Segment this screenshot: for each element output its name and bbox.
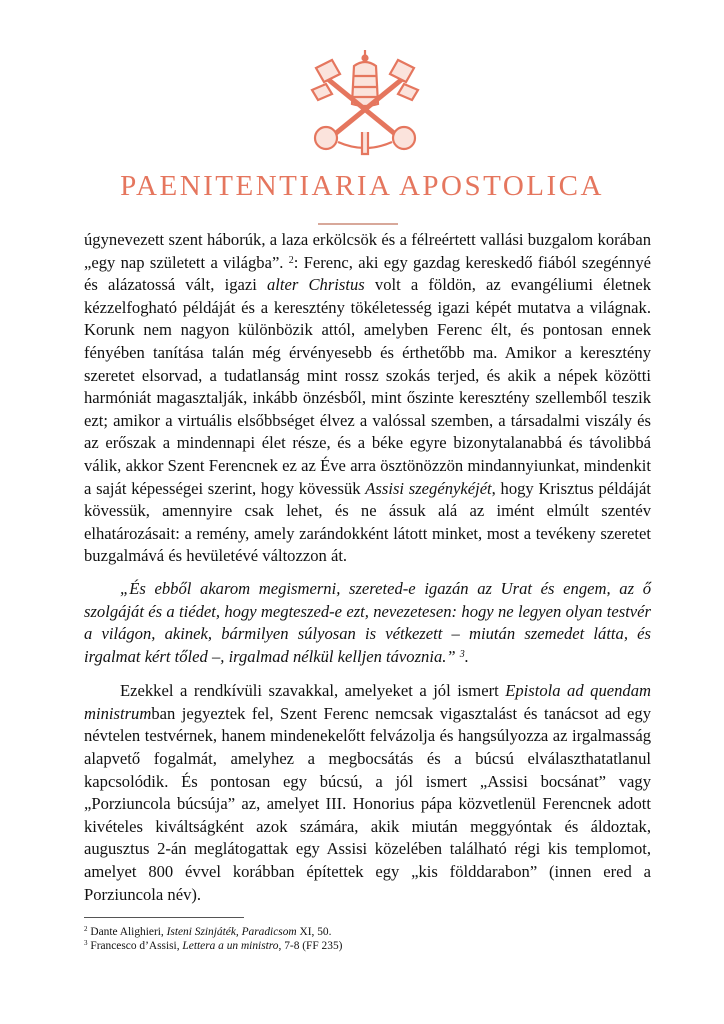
text-run: : Ferenc, aki egy gazdag kereskedő fiából szegénnyé és alázatossá vált, igazi [84,252,651,295]
institution-title: PAENITENTIARIA APOSTOLICA [120,170,604,202]
block-quote [84,578,651,668]
text-run: Ezekkel a rendkívüli szavakkal, amelyeket a jól ismert [120,681,506,701]
text-run: , hogy Krisztus példáját kövessük, amennyire csak lehet, és ne ássuk alá az imént elmúlt szentév elhatározásait: a remény, amely zarándokként látott minket, most a tevékeny szeretet buzgalmává és hevületévé változzon át. [84,478,651,566]
italic-term: Isteni Szinjáték, Paradicsom [166,926,297,938]
text-run: XI, 50. [296,926,332,938]
quote-text: „És ebből akarom megismerni, szereted-e igazán az Urat és engem, az ő szolgáját és a tiédet, hogy megteszed-e ezt, nevezetesen: hogy ne legyen olyan testvér a világon, akinek, bármilyen súlyosan is vétkezett – miután szemedet látta, és irgalmat kért tőled –, irgalmad nélkül kelljen távoznia.” [84,578,651,666]
italic-term: Epistola ad quendam ministrum [84,681,651,723]
paragraph [84,229,651,568]
text-run: , 7-8 (FF 235) [278,940,343,952]
paragraph [84,680,651,906]
footnote-number: 3 [84,939,88,947]
footnote-ref[interactable]: 2 [288,254,294,266]
text-run: volt a földön, az evangéliumi életnek kézzelfogható példáját és a keresztény tökéletesség igazi képét mutatva a világnak. Korunk nem nagyon különbözik attól, amelyben Ferenc élt, és pontosan ennek fényében tanítása talán még érvényesebb és érthetőbb ma. Amikor a keresztény szeretet elsorvad, a tudatlanság mint rossz szokás terjed, és akik a népek közötti harmóniát magasztalják, inkább önzésből, mint őszinte keresztény szellemből teszik ezt; amikor a virtuális elsőbbséget élvez a valóssal szemben, a társadalmi viszály és az erőszak a mindennapi élet része, és a béke egyre bizonytalanabbá és távolibbá válik, akkor Szent Ferencnek ez az Éve arra ösztönözzön mindannyiunkat, mindenkit a saját képességei szerint, hogy kövessük [84,275,651,498]
text-run: . [464,646,469,666]
text-run: úgynevezett szent háborúk, a laza erkölcsök és a félreértett vallási buzgalom korában „egy nap született a világba”. [84,230,651,272]
title-divider [318,223,398,225]
footnotes [84,925,342,953]
papal-emblem-icon [302,46,428,158]
italic-term: Lettera a un ministro [182,940,279,952]
text-run: ban jegyeztek fel, Szent Ferenc nemcsak vigasztalást és tanácsot ad egy névtelen testvérnek, hanem mindenekelőtt felvázolja és hangsúlyozza az irgalmasság alapvető fogalmát, amelyhez a megbocsátás és a búcsú elválaszthatatlanul kapcsolódik. És pontosan egy búcsú, a jól ismert „Assisi bocsánat” vagy „Porziuncola búcsúja” az, amelyet III. Honorius pápa közvetlenül Ferencnek adott kivételes kiváltságként azok számára, akik miután meggyóntak és áldoztak, augusztus 2-án meglátogattak egy Assisi közelében található régi kis templomot, amelyet 800 évvel korábban építettek egy „kis földdarabon” (innen ered a Porziuncola név). [84,703,651,904]
footnote-number: 2 [84,925,88,933]
text-run: Dante Alighieri, [90,926,167,938]
italic-term: alter Christus [266,275,365,295]
footnote-ref[interactable]: 3 [459,648,465,660]
footnote-item [84,925,342,939]
text-run: Francesco d’Assisi, [90,940,183,952]
footnote-item [84,939,342,953]
italic-term: Assisi szegénykéjét [365,478,492,498]
document-body [84,229,651,906]
footnote-divider [84,917,244,918]
